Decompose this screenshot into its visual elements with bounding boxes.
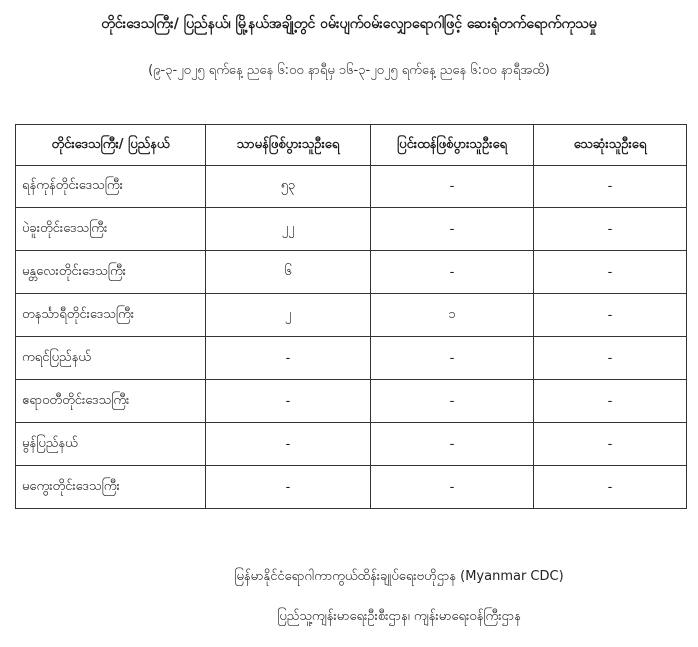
cell-region: ကရင်ပြည်နယ် <box>16 337 206 380</box>
cell-deaths: - <box>534 423 687 466</box>
cell-deaths: - <box>534 294 687 337</box>
table-row <box>16 208 687 251</box>
cell-mild: ၅၃ <box>206 166 371 208</box>
cell-severe: - <box>371 423 534 466</box>
cell-deaths: - <box>534 208 687 251</box>
cell-mild: - <box>206 466 371 509</box>
cell-mild: ၂ <box>206 294 371 337</box>
header-region: တိုင်းဒေသကြီး/ ပြည်နယ် <box>16 125 206 166</box>
cell-severe: - <box>371 380 534 423</box>
cell-severe: - <box>371 208 534 251</box>
cell-region: မကွေးတိုင်းဒေသကြီး <box>16 466 206 509</box>
cell-region: ရန်ကုန်တိုင်းဒေသကြီး <box>16 166 206 208</box>
table-header-row <box>16 125 687 166</box>
cell-severe: - <box>371 466 534 509</box>
table-row <box>16 337 687 380</box>
cell-region: မွန်ပြည်နယ် <box>16 423 206 466</box>
footer-organization: မြန်မာနိုင်ငံရောဂါကာကွယ်ထိန်းချုပ်ရေးဗဟိုဌာန (Myanmar CDC) <box>234 569 564 584</box>
cell-severe: - <box>371 251 534 294</box>
table-row <box>16 423 687 466</box>
header-deaths: သေဆုံးသူဦးရေ <box>534 125 687 166</box>
header-severe-cases: ပြင်းထန်ဖြစ်ပွားသူဦးရေ <box>371 125 534 166</box>
table-row <box>16 166 687 208</box>
cell-severe: ၁ <box>371 294 534 337</box>
footer-department: ပြည်သူ့ကျန်းမာရေးဦးစီးဌာန၊ ကျန်းမာရေးဝန်ကြီးဌာန <box>277 609 521 624</box>
cell-region: ပဲခူးတိုင်းဒေသကြီး <box>16 208 206 251</box>
date-range-subtitle: (၉-၃-၂၀၂၅ ရက်နေ့ ညနေ ၆:၀၀ နာရီမှ ၁၆-၃-၂၀၂၅ ရက်နေ့ ညနေ ၆:၀၀ နာရီအထိ) <box>148 63 550 78</box>
table-row <box>16 466 687 509</box>
table-row <box>16 380 687 423</box>
header-mild-cases: သာမန်ဖြစ်ပွားသူဦးရေ <box>206 125 371 166</box>
cell-region: မန္တလေးတိုင်းဒေသကြီး <box>16 251 206 294</box>
cell-deaths: - <box>534 380 687 423</box>
cases-table <box>15 124 687 509</box>
document-title: တိုင်းဒေသကြီး/ ပြည်နယ်၊ မြို့နယ်အချို့တွင် ဝမ်းပျက်ဝမ်းလျှောရောဂါဖြင့် ဆေးရုံတက်ရောက်ကုသမှု <box>101 16 597 32</box>
cell-mild: - <box>206 337 371 380</box>
cell-severe: - <box>371 166 534 208</box>
table-row <box>16 294 687 337</box>
cell-mild: - <box>206 423 371 466</box>
cell-region: ဧရာဝတီတိုင်းဒေသကြီး <box>16 380 206 423</box>
cell-mild: ၆ <box>206 251 371 294</box>
cell-mild: ၂၂ <box>206 208 371 251</box>
cell-deaths: - <box>534 166 687 208</box>
cell-severe: - <box>371 337 534 380</box>
cell-deaths: - <box>534 466 687 509</box>
cell-mild: - <box>206 380 371 423</box>
cell-deaths: - <box>534 251 687 294</box>
table-row <box>16 251 687 294</box>
cell-region: တနင်္သာရီတိုင်းဒေသကြီး <box>16 294 206 337</box>
cell-deaths: - <box>534 337 687 380</box>
